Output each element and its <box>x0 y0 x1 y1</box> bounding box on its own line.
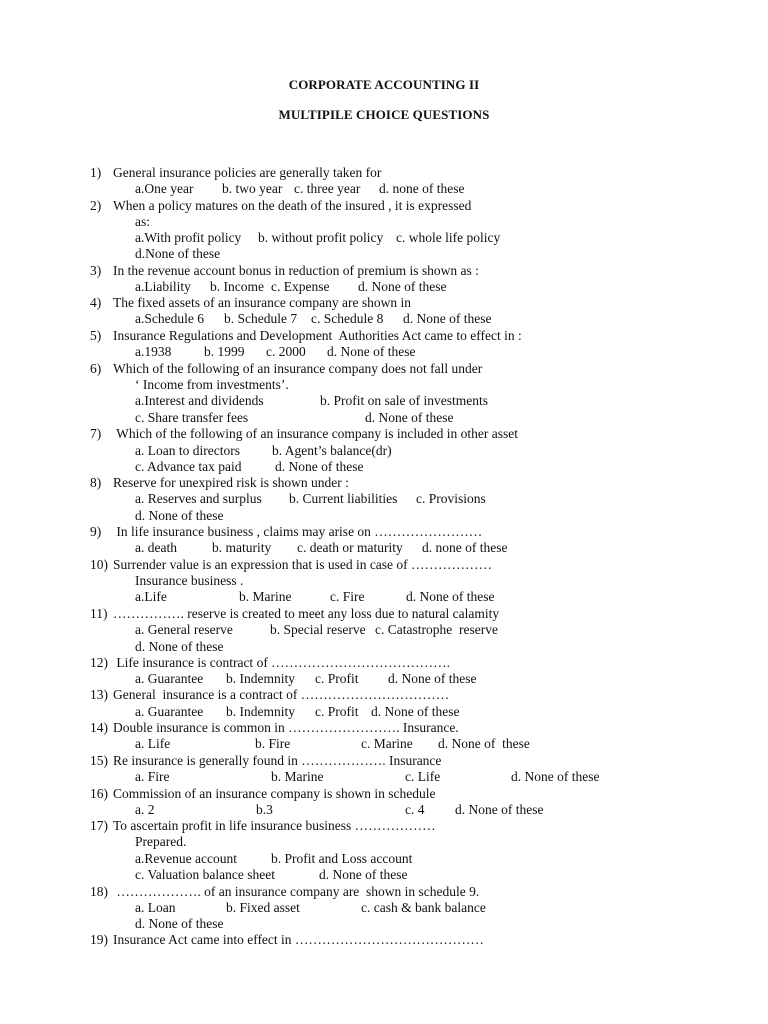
question-number: 16) <box>90 786 108 801</box>
answer-option: c. death or maturity <box>297 540 403 555</box>
answer-option: d. None of these <box>135 639 224 654</box>
answer-option: c. Provisions <box>416 491 486 506</box>
answer-option: c. whole life policy <box>396 230 501 245</box>
answer-option: b. without profit policy <box>258 230 384 245</box>
answer-option: c. 2000 <box>266 344 306 359</box>
question-text: Re insurance is generally found in ………………. Insurance <box>113 753 442 768</box>
question-number: 10) <box>90 557 108 572</box>
answer-option: d. none of these <box>379 181 465 196</box>
answer-option: c. three year <box>294 181 361 196</box>
answer-option: c. Advance tax paid <box>135 459 242 474</box>
question-number: 19) <box>90 932 108 947</box>
question-number: 17) <box>90 818 108 833</box>
answer-option: b. Indemnity <box>226 671 295 686</box>
answer-option: a.Life <box>135 589 167 604</box>
question-text: Which of the following of an insurance company is included in other asset <box>113 426 519 441</box>
answer-option: d.None of these <box>135 246 221 261</box>
answer-option: a.One year <box>135 181 194 196</box>
question-number: 12) <box>90 655 108 670</box>
answer-option: a. Life <box>135 736 171 751</box>
question-number: 14) <box>90 720 108 735</box>
answer-option: a. Loan to directors <box>135 443 240 458</box>
question-number: 9) <box>90 524 102 539</box>
answer-option: b. Profit on sale of investments <box>320 393 488 408</box>
question-text: General insurance policies are generally taken for <box>113 165 382 180</box>
answer-option: c. Fire <box>330 589 365 604</box>
answer-option: b. Profit and Loss account <box>271 851 413 866</box>
question-number: 2) <box>90 198 102 213</box>
answer-option: b.3 <box>256 802 273 817</box>
answer-option: b. Income <box>210 279 264 294</box>
answer-option: c. 4 <box>405 802 425 817</box>
answer-option: c. Life <box>405 769 441 784</box>
question-text: To ascertain profit in life insurance business ……………… <box>113 818 436 833</box>
answer-option: a. Loan <box>135 900 176 915</box>
answer-option: d. None of these <box>135 916 224 931</box>
answer-option: b. Current liabilities <box>289 491 398 506</box>
answer-option: d. None of these <box>388 671 477 686</box>
question-text: Double insurance is common in ……………………. Insurance. <box>113 720 459 735</box>
question-text: When a policy matures on the death of the insured , it is expressed <box>113 198 472 213</box>
question-text: Commission of an insurance company is shown in schedule <box>113 786 436 801</box>
answer-option: d. none of these <box>422 540 508 555</box>
answer-option: b. Fixed asset <box>226 900 300 915</box>
answer-option: b. two year <box>222 181 283 196</box>
question-text: In life insurance business , claims may arise on …………………… <box>113 524 483 539</box>
answer-option: a.Interest and dividends <box>135 393 264 408</box>
answer-option: c. Marine <box>361 736 413 751</box>
answer-option: a. Fire <box>135 769 170 784</box>
answer-option: d. None of these <box>358 279 447 294</box>
answer-option: c. Catastrophe reserve <box>375 622 498 637</box>
answer-option: c. Schedule 8 <box>311 311 384 326</box>
question-number: 18) <box>90 884 108 899</box>
answer-option: b. Marine <box>271 769 324 784</box>
question-number: 11) <box>90 606 108 621</box>
answer-option: c. Valuation balance sheet <box>135 867 275 882</box>
answer-option: c. cash & bank balance <box>361 900 486 915</box>
answer-option: d. None of these <box>511 769 600 784</box>
answer-option: a. Guarantee <box>135 704 204 719</box>
answer-option: d. None of these <box>135 508 224 523</box>
question-text: ………………. of an insurance company are shown in schedule 9. <box>113 884 480 899</box>
answer-option: d. None of these <box>371 704 460 719</box>
question-number: 13) <box>90 687 108 702</box>
question-number: 6) <box>90 361 102 376</box>
question-text: General insurance is a contract of …………………………… <box>113 687 450 702</box>
answer-option: a. death <box>135 540 177 555</box>
answer-option: d. None of these <box>365 410 454 425</box>
question-text: Insurance Regulations and Development Authorities Act came to effect in : <box>113 328 522 343</box>
answer-option: b. Marine <box>239 589 292 604</box>
question-text: Surrender value is an expression that is used in case of ……………… <box>113 557 493 572</box>
answer-option: c. Profit <box>315 671 359 686</box>
answer-option: a. Guarantee <box>135 671 204 686</box>
question-text: Life insurance is contract of …………………………………. <box>113 655 451 670</box>
question-number: 4) <box>90 295 102 310</box>
answer-option: d. None of these <box>319 867 408 882</box>
answer-option: d. None of these <box>455 802 544 817</box>
answer-option: c. Profit <box>315 704 359 719</box>
answer-option: d. None of these <box>438 736 530 751</box>
answer-option: a.1938 <box>135 344 172 359</box>
answer-option: b. Fire <box>255 736 291 751</box>
answer-option: b. 1999 <box>204 344 245 359</box>
question-number: 1) <box>90 165 102 180</box>
answer-option: b. Indemnity <box>226 704 295 719</box>
answer-option: a.With profit policy <box>135 230 242 245</box>
answer-option: d. None of these <box>403 311 492 326</box>
answer-option: a. General reserve <box>135 622 233 637</box>
question-number: 7) <box>90 426 102 441</box>
answer-option: d. None of these <box>275 459 364 474</box>
question-text: Reserve for unexpired risk is shown under : <box>113 475 349 490</box>
question-text-continuation: Prepared. <box>135 834 187 849</box>
answer-option: a.Revenue account <box>135 851 237 866</box>
answer-option: a. 2 <box>135 802 155 817</box>
answer-option: c. Share transfer fees <box>135 410 249 425</box>
question-number: 15) <box>90 753 108 768</box>
question-number: 3) <box>90 263 102 278</box>
answer-option: c. Expense <box>271 279 330 294</box>
question-text-continuation: Insurance business . <box>135 573 244 588</box>
answer-option: d. None of these <box>406 589 495 604</box>
question-text: In the revenue account bonus in reduction of premium is shown as : <box>113 263 479 278</box>
question-text: Insurance Act came into effect in …………………………………… <box>113 932 484 947</box>
document-subtitle: MULTIPILE CHOICE QUESTIONS <box>278 107 490 122</box>
answer-option: b. Special reserve <box>270 622 366 637</box>
answer-option: b. Agent’s balance(dr) <box>272 443 392 458</box>
question-text: The fixed assets of an insurance company are shown in <box>113 295 412 310</box>
question-number: 5) <box>90 328 102 343</box>
document-title: CORPORATE ACCOUNTING II <box>288 77 480 92</box>
question-text-continuation: ‘ Income from investments’. <box>135 377 289 392</box>
answer-option: a.Liability <box>135 279 191 294</box>
question-text: Which of the following of an insurance company does not fall under <box>113 361 483 376</box>
question-number: 8) <box>90 475 102 490</box>
question-text: ……………. reserve is created to meet any loss due to natural calamity <box>113 606 500 621</box>
answer-option: a.Schedule 6 <box>135 311 204 326</box>
question-text-continuation: as: <box>135 214 150 229</box>
answer-option: d. None of these <box>327 344 416 359</box>
answer-option: a. Reserves and surplus <box>135 491 262 506</box>
answer-option: b. Schedule 7 <box>224 311 298 326</box>
answer-option: b. maturity <box>212 540 272 555</box>
